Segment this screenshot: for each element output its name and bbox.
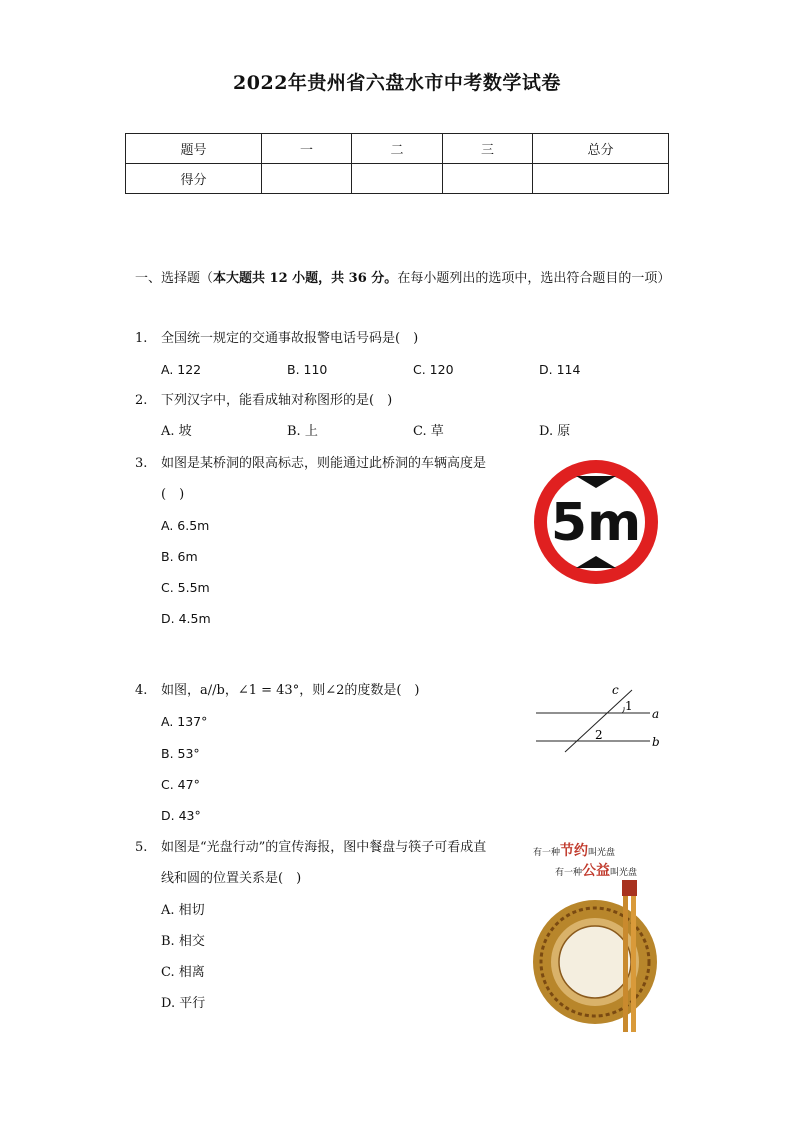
option-a[interactable]: A. 坡 (161, 424, 192, 439)
question-stem: 下列汉字中，能看成轴对称图形的是( ) (161, 393, 393, 408)
question-number: 5. (135, 840, 148, 855)
option-c[interactable]: C. 47° (161, 777, 200, 792)
page-title: 2022年贵州省六盘水市中考数学试卷 (233, 72, 561, 94)
option-d[interactable]: D. 114 (539, 362, 581, 377)
option-b[interactable]: B. 上 (287, 424, 318, 439)
section-heading (135, 263, 675, 295)
option-a[interactable]: A. 122 (161, 362, 202, 377)
score-row-label: 得分 (126, 164, 262, 194)
option-a[interactable]: A. 相切 (161, 903, 205, 918)
option-b[interactable]: B. 相交 (161, 934, 205, 949)
score-header-cell: 题号 (126, 134, 262, 164)
label-c: c (612, 683, 619, 697)
option-d[interactable]: D. 4.5m (161, 611, 211, 626)
question-number: 1. (135, 331, 148, 346)
poster-highlight: 公益 (582, 863, 611, 879)
option-b[interactable]: B. 53° (161, 746, 200, 761)
poster-text: 有一种 (555, 868, 583, 878)
score-header-cell: 一 (262, 134, 352, 164)
option-c[interactable]: C. 5.5m (161, 580, 210, 595)
option-b[interactable]: B. 110 (287, 362, 328, 377)
score-table (125, 133, 669, 194)
line-c (565, 690, 632, 752)
chopstick-left (623, 880, 628, 1032)
sign-text: 5m (550, 493, 642, 553)
label-angle-1: 1 (625, 699, 633, 713)
label-angle-2: 2 (595, 728, 603, 742)
score-table-row (126, 164, 669, 194)
question-number: 2. (135, 393, 148, 408)
height-limit-sign (530, 458, 662, 586)
score-header-cell: 二 (352, 134, 443, 164)
score-cell[interactable] (533, 164, 669, 194)
option-d[interactable]: D. 原 (539, 424, 571, 439)
section-prefix: 一、选择题（ (135, 271, 214, 286)
score-table-header-row (126, 134, 669, 164)
score-header-cell: 三 (443, 134, 533, 164)
section-suffix: 在每小题列出的选项中，选出符合题目的一项） (397, 271, 671, 286)
option-b[interactable]: B. 6m (161, 549, 198, 564)
poster-text: 叫光盘 (588, 848, 616, 858)
question-stem: 如图是某桥洞的限高标志，则能通过此桥洞的车辆高度是 (161, 456, 487, 471)
question-number: 3. (135, 456, 148, 471)
question-stem: 全国统一规定的交通事故报警电话号码是( ) (161, 331, 419, 346)
poster-slogan-1 (533, 840, 615, 860)
score-cell[interactable] (262, 164, 352, 194)
parallel-lines-figure (530, 682, 665, 754)
option-a[interactable]: A. 6.5m (161, 518, 210, 533)
option-c[interactable]: C. 相离 (161, 965, 205, 980)
section-bold: 本大题共 12 小题，共 36 分。 (213, 271, 398, 286)
label-a: a (652, 707, 660, 721)
question-number: 4. (135, 683, 148, 698)
question-stem-cont: 线和圆的位置关系是( ) (161, 871, 302, 886)
question-stem-cont: ( ) (161, 487, 185, 502)
option-c[interactable]: C. 草 (413, 424, 444, 439)
option-d[interactable]: D. 平行 (161, 996, 206, 1011)
label-b: b (652, 735, 660, 749)
score-header-cell: 总分 (533, 134, 669, 164)
poster-text: 叫光盘 (610, 868, 638, 878)
option-c[interactable]: C. 120 (413, 362, 454, 377)
poster-image (533, 836, 665, 1034)
question-stem: 如图是“光盘行动”的宣传海报，图中餐盘与筷子可看成直 (161, 840, 487, 855)
plate-and-chopsticks (533, 876, 665, 1034)
poster-text: 有一种 (533, 848, 561, 858)
option-d[interactable]: D. 43° (161, 808, 201, 823)
chopstick-band (622, 880, 637, 896)
poster-highlight: 节约 (560, 843, 589, 859)
question-stem: 如图，a//b，∠1 = 43°，则∠2的度数是( ) (161, 683, 420, 698)
score-cell[interactable] (443, 164, 533, 194)
angle-1-arc (622, 707, 624, 713)
option-a[interactable]: A. 137° (161, 714, 208, 729)
chopstick-right (631, 880, 636, 1032)
score-cell[interactable] (352, 164, 443, 194)
